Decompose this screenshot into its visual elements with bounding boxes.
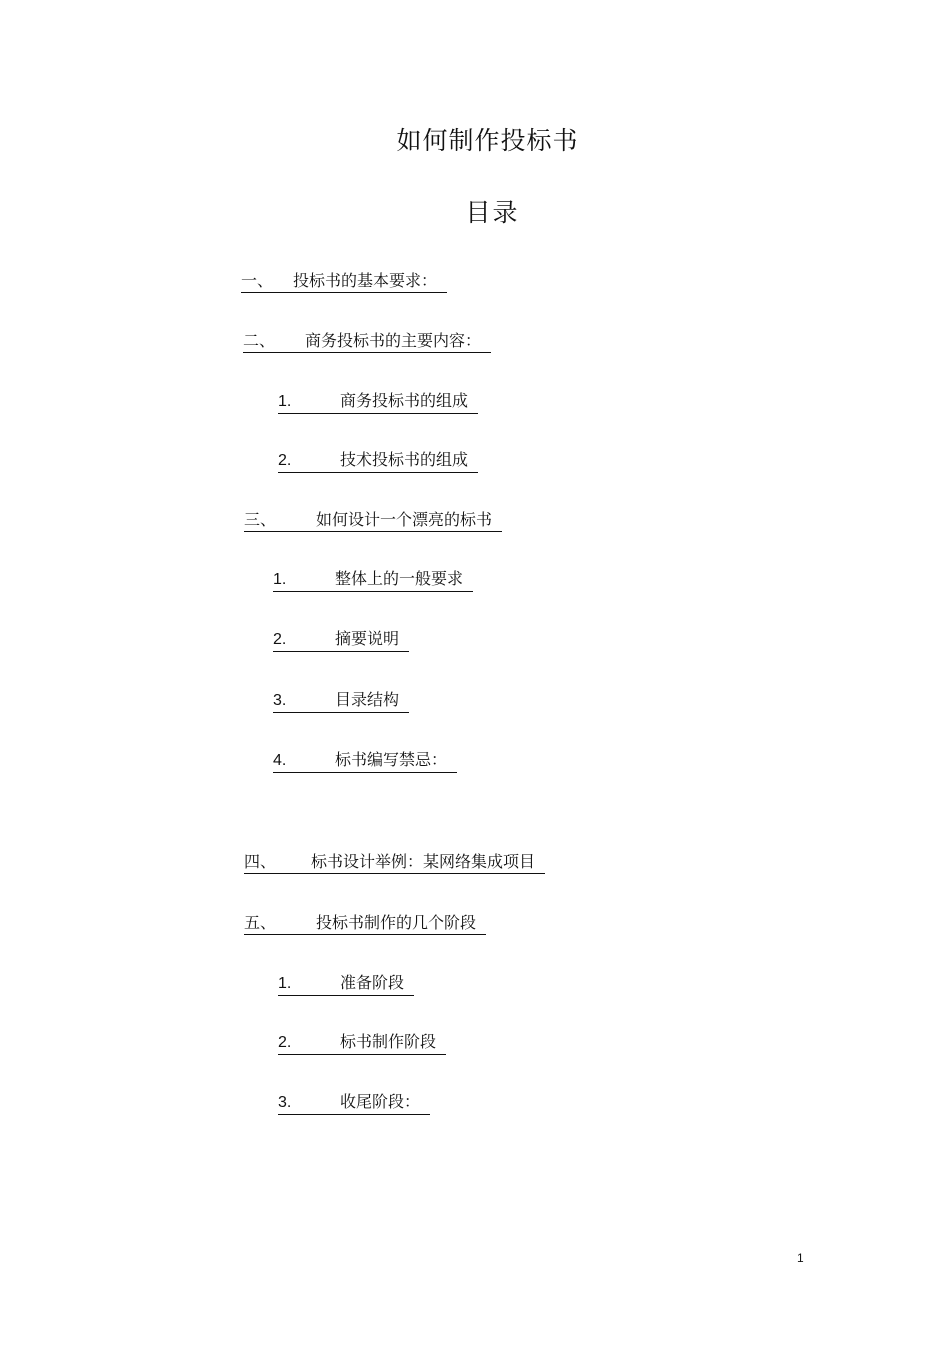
toc-entry-section-5[interactable] <box>244 912 486 935</box>
toc-entry-section-2[interactable] <box>243 330 491 353</box>
toc-entry-title: 整体上的一般要求 <box>335 569 464 588</box>
toc-heading: 目录 <box>465 198 520 227</box>
toc-entry-title: 摘要说明 <box>335 629 400 648</box>
toc-entry-title: 投标书制作的几个阶段 <box>316 913 477 932</box>
toc-entry-number: 一、 <box>241 271 274 290</box>
page-number: 1 <box>797 1251 804 1265</box>
toc-entry-number: 2. <box>273 631 287 648</box>
toc-entry-section-3-3[interactable] <box>273 689 409 713</box>
toc-entry-number: 二、 <box>243 331 276 350</box>
toc-entry-title: 准备阶段 <box>340 973 405 992</box>
toc-entry-section-3-1[interactable] <box>273 568 473 592</box>
toc-entry-section-3-2[interactable] <box>273 628 409 652</box>
toc-entry-title: 投标书的基本要求： <box>293 271 438 290</box>
toc-entry-number: 1. <box>278 975 292 992</box>
toc-entry-number: 1. <box>273 571 287 588</box>
toc-entry-section-1[interactable] <box>241 270 447 293</box>
toc-entry-section-5-2[interactable] <box>278 1031 446 1055</box>
toc-entry-title: 目录结构 <box>335 690 400 709</box>
toc-entry-section-2-1[interactable] <box>278 390 478 414</box>
toc-entry-section-5-1[interactable] <box>278 972 414 996</box>
toc-entry-number: 三、 <box>244 510 277 529</box>
toc-entry-section-3[interactable] <box>244 509 502 532</box>
toc-entry-section-5-3[interactable] <box>278 1091 430 1115</box>
toc-entry-number: 五、 <box>244 913 277 932</box>
document-title: 如何制作投标书 <box>396 126 579 155</box>
toc-entry-title: 标书制作阶段 <box>340 1032 437 1051</box>
toc-entry-title: 商务投标书的主要内容： <box>305 331 482 350</box>
toc-entry-title: 标书设计举例：某网络集成项目 <box>311 852 536 871</box>
toc-entry-section-4[interactable] <box>244 851 545 874</box>
toc-entry-number: 1. <box>278 393 292 410</box>
toc-entry-number: 四、 <box>244 852 277 871</box>
toc-entry-section-2-2[interactable] <box>278 449 478 473</box>
toc-entry-title: 标书编写禁忌： <box>335 750 448 769</box>
toc-entry-title: 技术投标书的组成 <box>340 450 469 469</box>
toc-entry-title: 如何设计一个漂亮的标书 <box>316 510 493 529</box>
toc-entry-number: 2. <box>278 452 292 469</box>
toc-entry-number: 2. <box>278 1034 292 1051</box>
toc-entry-number: 3. <box>278 1094 292 1111</box>
toc-entry-number: 4. <box>273 752 287 769</box>
toc-entry-number: 3. <box>273 692 287 709</box>
toc-entry-title: 收尾阶段： <box>340 1092 421 1111</box>
toc-entry-section-3-4[interactable] <box>273 749 457 773</box>
toc-entry-title: 商务投标书的组成 <box>340 391 469 410</box>
